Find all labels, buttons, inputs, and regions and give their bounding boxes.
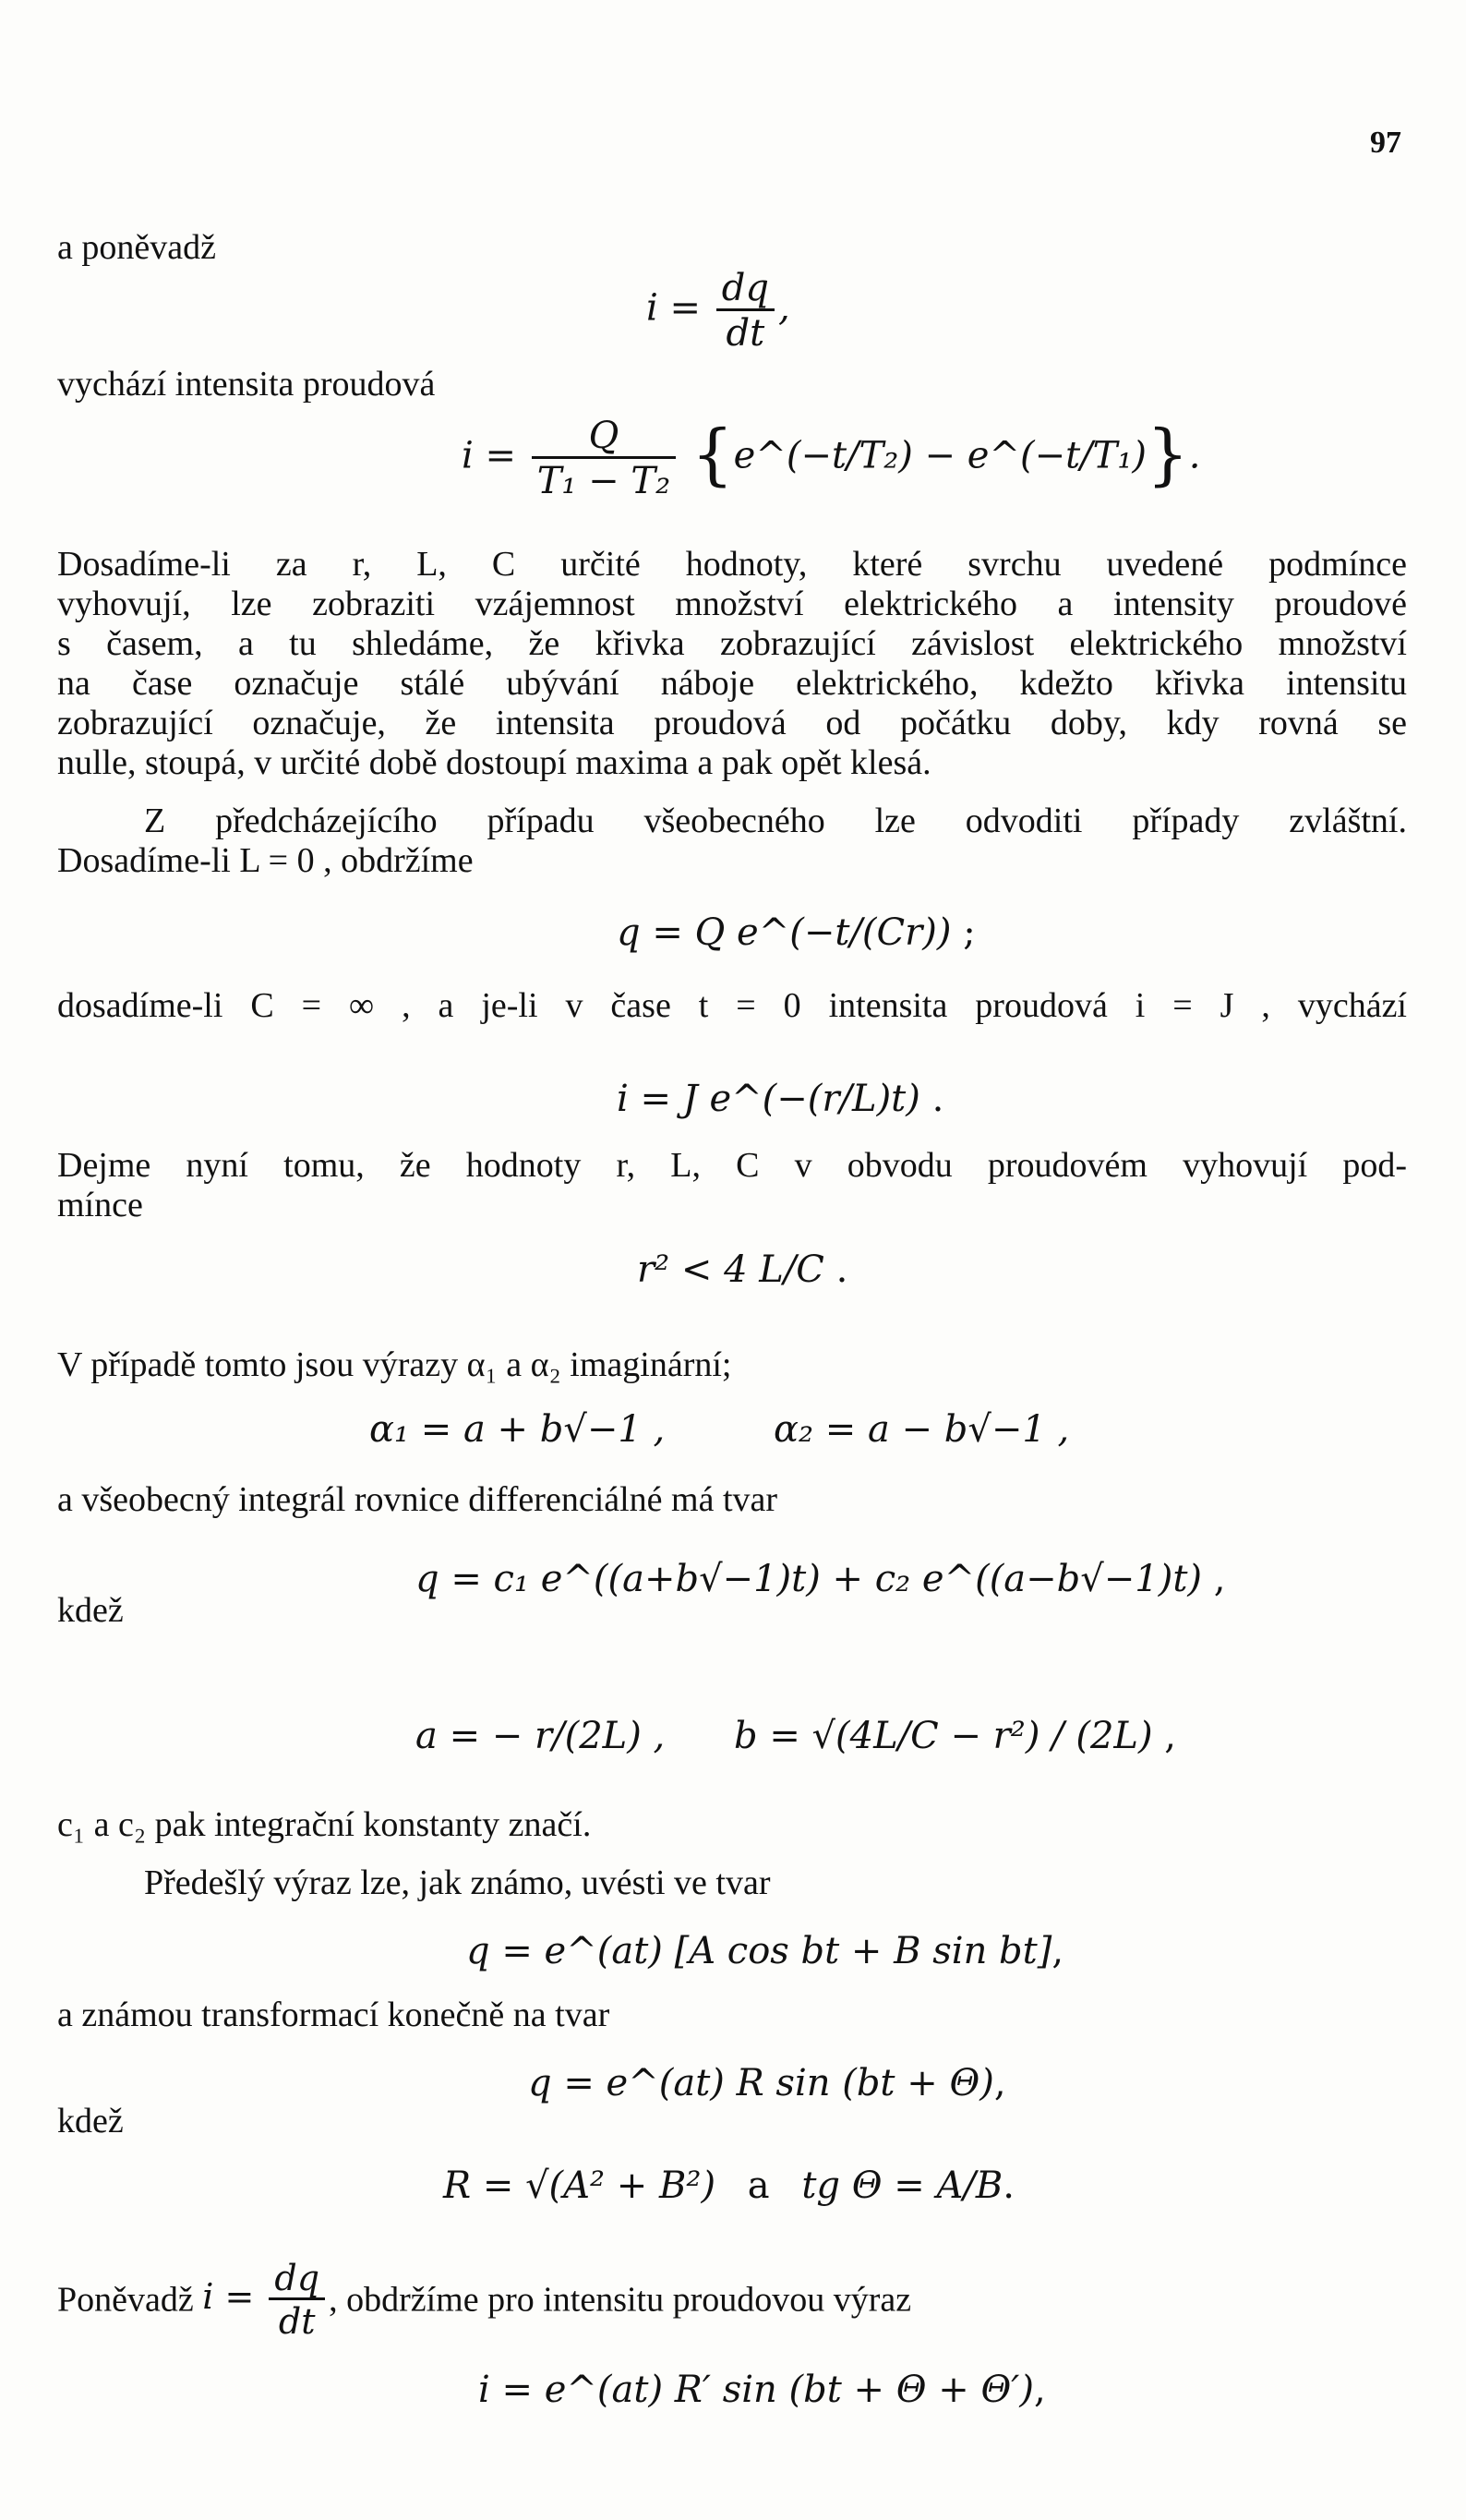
text-line: vychází intensita proudová xyxy=(57,365,436,404)
equation: b = √(4L/C − r²) / (2L) , xyxy=(734,1715,1177,1757)
equation: q = Q e^(−t/(Cr)) ; xyxy=(617,911,976,954)
equation: α₁ = a + b√−1 , xyxy=(369,1408,666,1451)
fraction: $\frac{dq}{dt}$ xyxy=(269,2261,325,2339)
text-line: kdež xyxy=(57,1591,124,1630)
text-line: c₁ a c₂ pak integrační konstanty značí. xyxy=(57,1805,592,1844)
equation: i = $\frac{Q}{\text{T₁ − T₂}}$ {e^(−t/T₂) − e^(−t/T₁)}. xyxy=(462,415,1201,502)
text-line: vyhovují, lze zobraziti vzájemnost množství elektrického a intensity proudové xyxy=(57,585,1407,623)
text-line: zobrazující označuje, že intensita proudová od počátku doby, kdy rovná se xyxy=(57,704,1407,742)
text-line: Z předcházejícího případu všeobecného lze odvoditi případy zvláštní. xyxy=(144,802,1407,840)
text-line: V případě tomto jsou výrazy α₁ a α₂ imaginární; xyxy=(57,1345,732,1384)
text-line: a známou transformací konečně na tvar xyxy=(57,1996,610,2034)
text-line: a poněvadž xyxy=(57,228,216,267)
text-line: kdež xyxy=(57,2102,124,2140)
page-number: 97 xyxy=(1370,126,1401,160)
text-line: mínce xyxy=(57,1186,143,1224)
text-line: Dosadíme-li L = 0 , obdržíme xyxy=(57,841,474,880)
text-line: a všeobecný integrál rovnice differenciálné má tvar xyxy=(57,1480,778,1519)
text-line: Dosadíme-li za r, L, C určité hodnoty, které svrchu uvedené podmínce xyxy=(57,545,1407,584)
text-line: na čase označuje stálé ubývání náboje elektrického, kdežto křivka intensitu xyxy=(57,664,1407,703)
text-line: Předešlý výraz lze, jak známo, uvésti ve tvar xyxy=(144,1863,771,1902)
fraction: $\frac{dq}{dt}$ xyxy=(716,270,775,352)
equation: i = $\frac{dq}{dt}$ , xyxy=(646,267,790,355)
equation: q = e^(at) [A cos bt + B sin bt], xyxy=(466,1930,1064,1972)
equation: q = e^(at) R sin (bt + Θ), xyxy=(528,2062,1006,2104)
text-line: s časem, a tu shledáme, že křivka zobrazující závislost elektrického množství xyxy=(57,624,1407,663)
equation: q = c₁ e^((a+b√−1)t) + c₂ e^((a−b√−1)t) , xyxy=(415,1558,1226,1600)
equation: i = J e^(−(r/L)t) . xyxy=(617,1078,944,1120)
text-line: nulle, stoupá, v určité době dostoupí maxima a pak opět klesá. xyxy=(57,743,931,782)
text-line: Dejme nyní tomu, že hodnoty r, L, C v obvodu proudovém vyhovují pod- xyxy=(57,1146,1407,1185)
text-line: dosadíme-li C = ∞ , a je-li v čase t = 0 intensita proudová i = J , vychází xyxy=(57,986,1407,1025)
equation: α₂ = a − b√−1 , xyxy=(774,1408,1070,1451)
exponent-difference: e^(−t/T₂) − e^(−t/T₁) xyxy=(733,434,1147,477)
equation: r² < 4 L/C . xyxy=(637,1248,848,1291)
fraction: $\frac{Q}{\text{T₁ − T₂}}$ xyxy=(532,417,676,500)
text-line: Poněvadž i = $\frac{dq}{dt}$ , obdržíme pro intensitu proudovou výraz xyxy=(57,2258,912,2342)
equation: R = √(A² + B²) a tg Θ = A/B. xyxy=(443,2164,1015,2207)
equation: i = $\frac{dq}{dt}$ xyxy=(202,2276,329,2317)
equation: i = e^(at) R′ sin (bt + Θ + Θ′), xyxy=(478,2369,1046,2411)
equation: a = − r/(2L) , xyxy=(415,1715,666,1757)
